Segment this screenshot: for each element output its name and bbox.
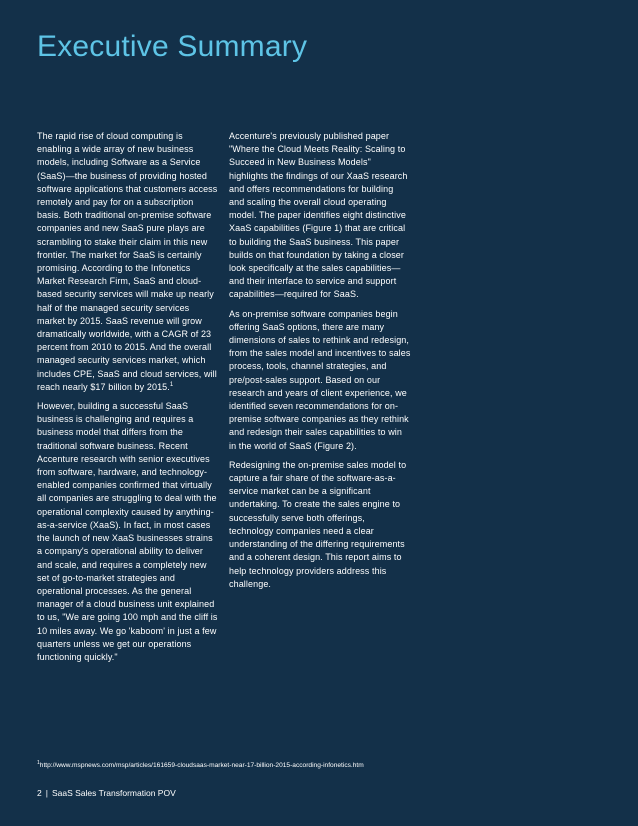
page-footer — [37, 788, 176, 798]
footnote-reference: 1 — [169, 381, 174, 388]
footer-separator: | — [45, 788, 48, 798]
page-number: 2 — [37, 788, 42, 798]
footnote-link[interactable]: http://www.mspnews.com/msp/articles/161659-cloudsaas-market-near-17-billion-2015-according-infonetics.htm — [39, 762, 364, 769]
page-title: Executive Summary — [37, 30, 308, 63]
footer-doc-title: SaaS Sales Transformation POV — [51, 788, 176, 798]
left-paragraph-1 — [37, 130, 219, 394]
right-paragraph-1: Accenture's previously published paper "Where the Cloud Meets Reality: Scaling to Succeed in New Business Models" highlights the findings of our XaaS research and offers recommendations for building and scaling the overall cloud operating model. The paper identifies eight distinctive XaaS capabilities (Figure 1) that are critical to building the SaaS business. This paper builds on that foundation by taking a closer look specifically at the sales capabilities—and their interface to service and support capabilities—required for SaaS. — [229, 131, 408, 300]
footnote-marker: 1 — [37, 759, 40, 766]
right-paragraph-3: Redesigning the on-premise sales model to capture a fair share of the software-as-a-service market can be a significant undertaking. To create the sales engine to successfully serve both offerings, technology companies need a clear understanding of the differing requirements and a coherent design. This report aims to help technology providers address this challenge. — [229, 459, 407, 589]
left-paragraph-2: However, building a successful SaaS business is challenging and requires a business model that differs from the traditional software business. Recent Accenture research with senior executives from software, hardware, and technology-enabled companies confirmed that virtually all companies are struggling to deal with the operational complexity caused by anything-as-a-service (XaaS). In fact, in most cases the launch of new XaaS businesses strains a company's operational ability to deliver and scale, and requires a completely new set of go-to-market strategies and operational processes. As the general manager of a cloud business unit explained to us, "We are going 100 mph and the cliff is 10 miles away. We go 'kaboom' in just a few quarters unless we get our operations functioning quickly." — [37, 401, 218, 662]
left-column — [37, 130, 219, 670]
footnote — [37, 759, 617, 769]
left-paragraph-1-text: The rapid rise of cloud computing is enabling a wide array of new business models, including Software as a Service (SaaS)—the business of providing hosted software applications that customers access remotely and pay for on a subscription basis. Both traditional on-premise software companies and new SaaS pure plays are scrambling to stake their claim in this new frontier. The market for SaaS is certainly promising. According to the Infonetics Market Research Firm, SaaS and cloud-based security services will make up nearly half of the managed security services market by 2015. SaaS revenue will grow dramatically worldwide, with a CAGR of 23 percent from 2010 to 2015. And the overall managed security services market, which includes CPE, SaaS and cloud services, will reach nearly $17 billion by 2015. — [37, 131, 218, 392]
right-paragraph-2: As on-premise software companies begin offering SaaS options, there are many dimensions of sales to rethink and redesign, from the sales model and incentives to sales process, tools, channel strategies, and pre/post-sales support. Based on our research and years of client experience, we identified seven recommendations for on-premise software companies as they rethink and redesign their sales capabilities to win in the world of SaaS (Figure 2). — [229, 308, 411, 451]
right-column — [229, 130, 411, 597]
